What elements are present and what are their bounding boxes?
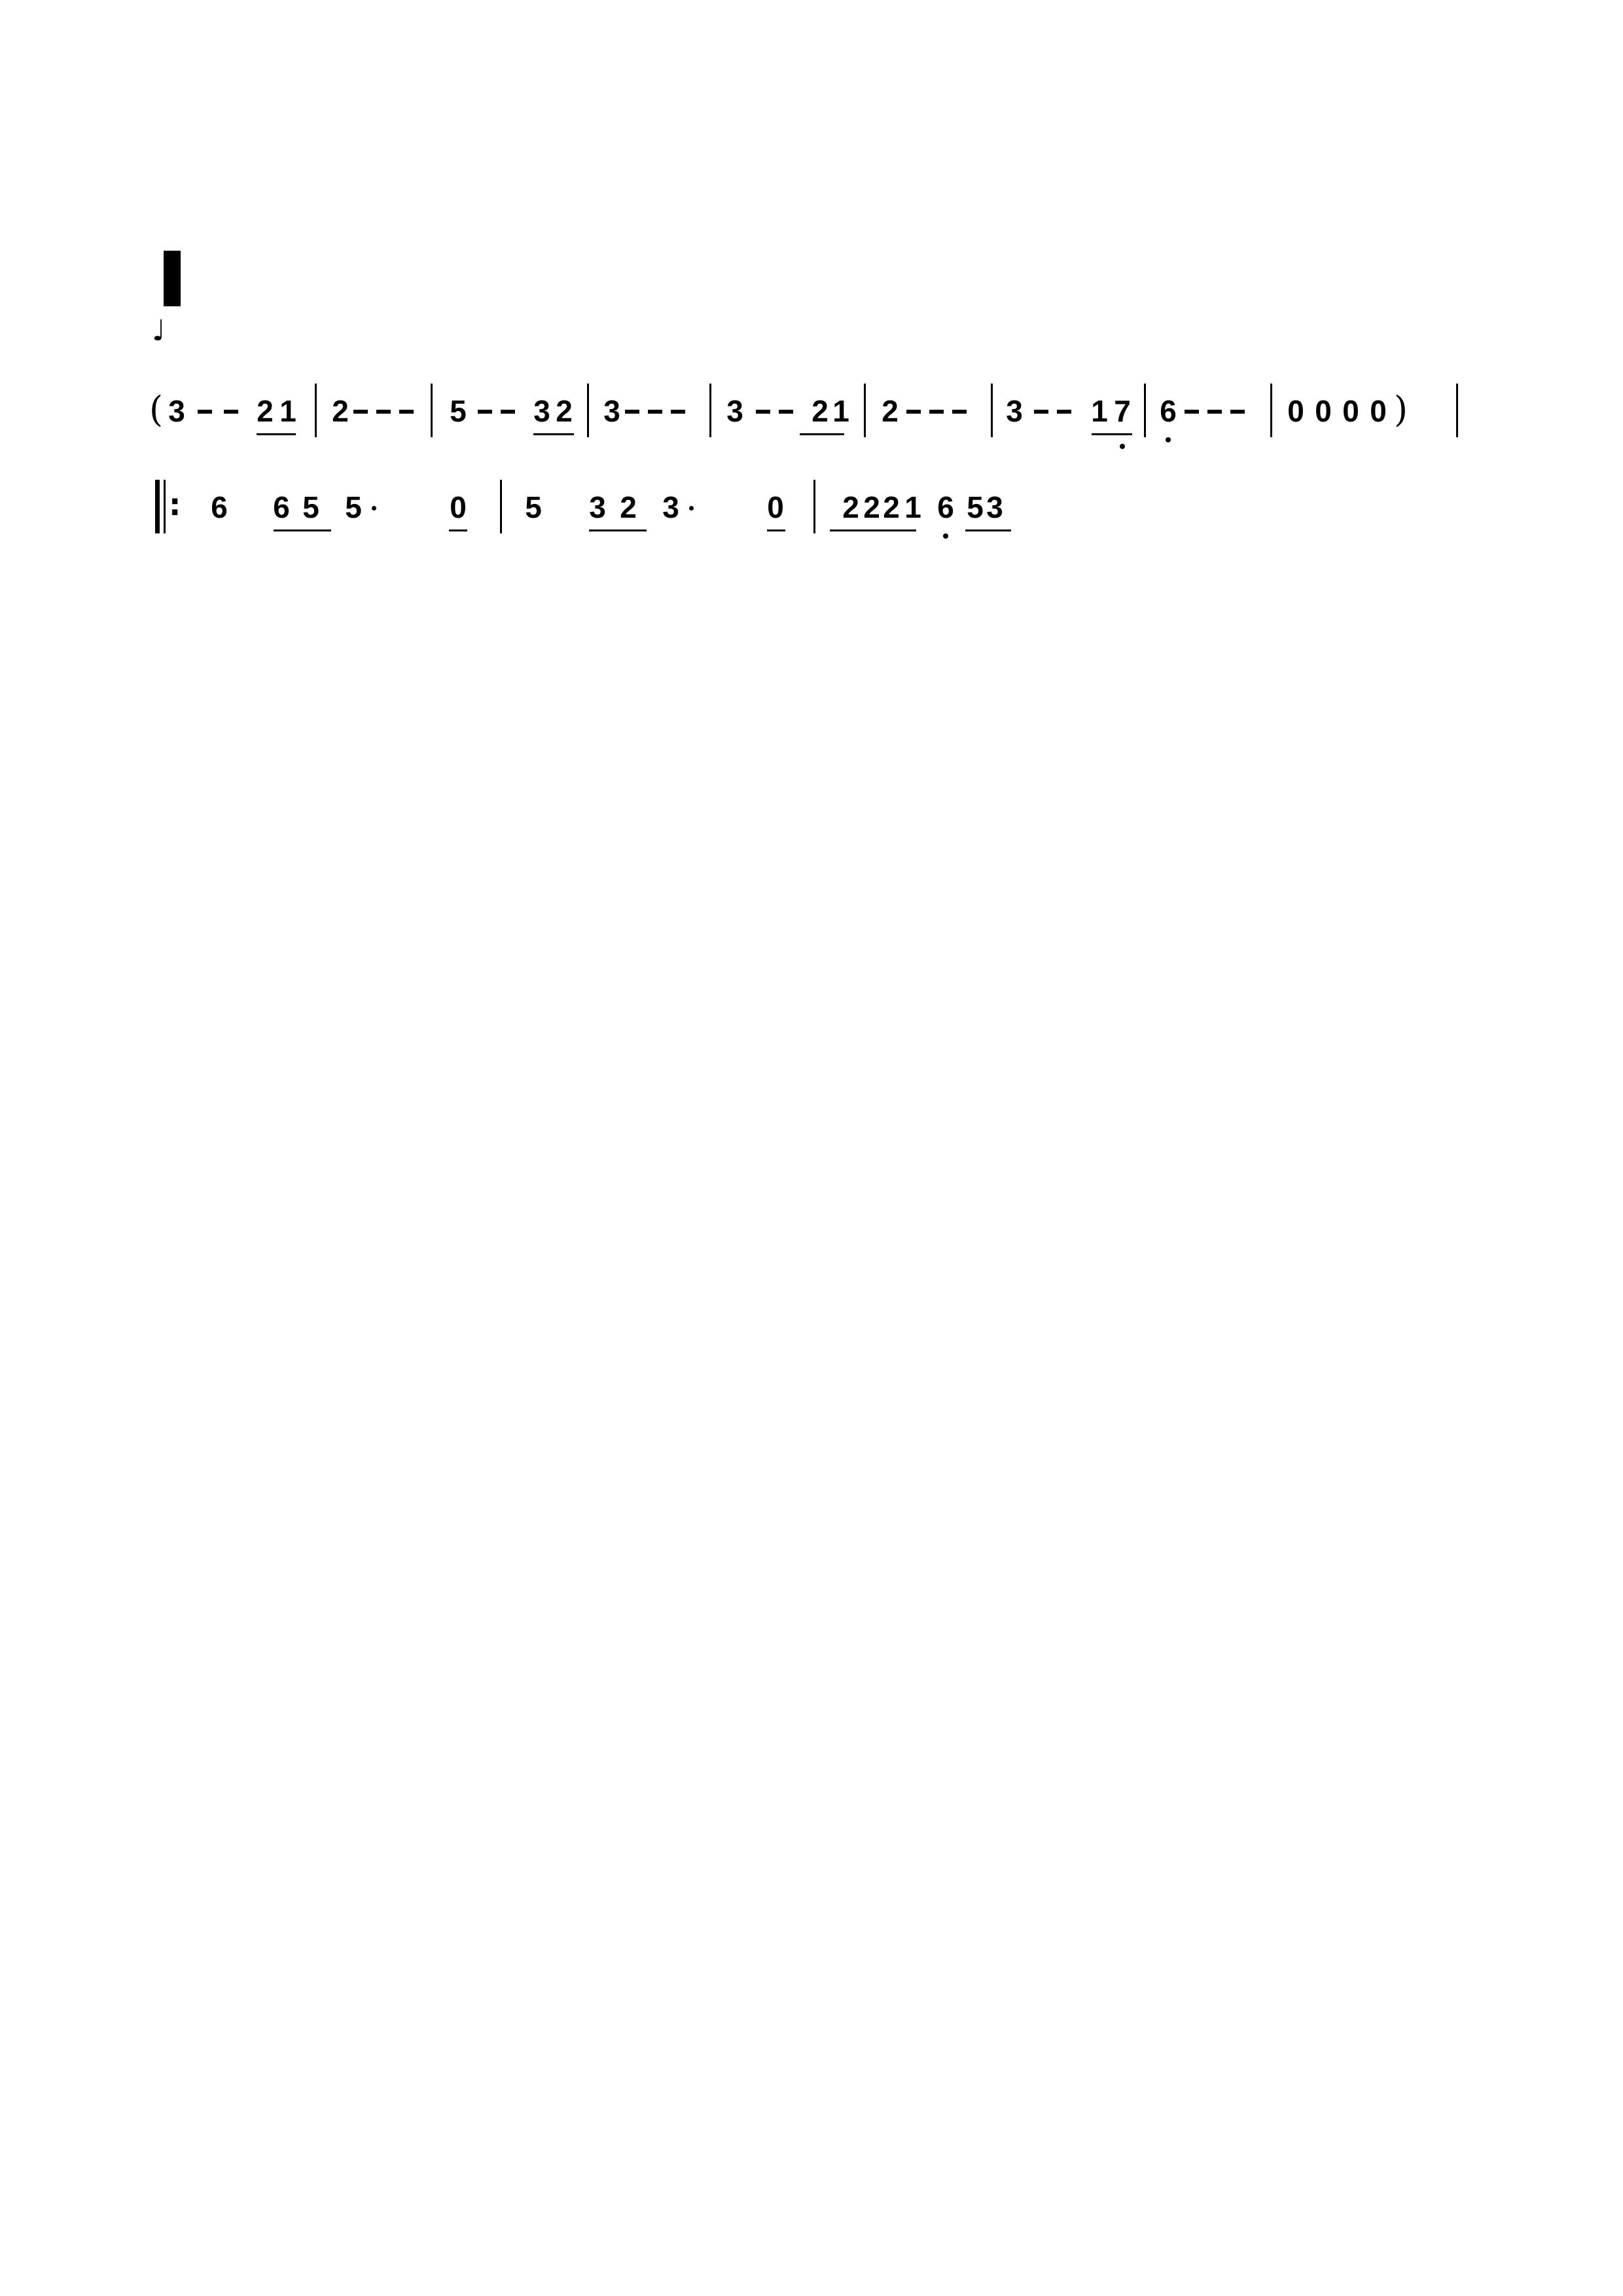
beam xyxy=(830,529,874,531)
dash xyxy=(1230,410,1245,414)
repeat-dots: : xyxy=(169,487,181,522)
note: 3 xyxy=(726,394,743,428)
note: 0 xyxy=(1370,394,1387,428)
beam xyxy=(533,433,574,435)
note: 1 xyxy=(279,394,296,428)
note: 6 xyxy=(933,488,959,527)
note: 1 xyxy=(904,490,921,524)
beam xyxy=(449,529,467,531)
note: 5 xyxy=(345,490,362,524)
dash xyxy=(399,410,414,414)
dash xyxy=(756,410,770,414)
note: 0 xyxy=(1342,394,1359,428)
note: 7 xyxy=(1109,391,1135,431)
note: 2 xyxy=(882,394,899,428)
barline xyxy=(991,384,993,437)
dash xyxy=(625,410,639,414)
dash xyxy=(1057,410,1071,414)
note: 2 xyxy=(842,490,859,524)
dash xyxy=(906,410,921,414)
dash xyxy=(952,410,967,414)
note: 2 xyxy=(863,490,880,524)
note: 2 xyxy=(332,394,349,428)
note: 1 xyxy=(832,394,849,428)
dash xyxy=(671,410,685,414)
note: 5 xyxy=(302,490,319,524)
note: 3 xyxy=(533,394,550,428)
augmentation-dot xyxy=(372,506,376,511)
repeat-start-barline xyxy=(155,480,166,533)
beam xyxy=(1092,433,1132,435)
beam xyxy=(257,433,296,435)
note: 6 xyxy=(1155,391,1181,431)
note: 0 xyxy=(450,490,467,524)
beam xyxy=(800,433,844,435)
beam xyxy=(767,529,785,531)
beam xyxy=(589,529,647,531)
dash xyxy=(1034,410,1048,414)
barline xyxy=(1144,384,1146,437)
barline xyxy=(1270,384,1272,437)
tempo-marking xyxy=(152,314,166,348)
dash xyxy=(478,410,492,414)
barline xyxy=(431,384,433,437)
intro-line xyxy=(0,391,1623,437)
note: 2 xyxy=(883,490,900,524)
paren-open: ( xyxy=(149,389,164,430)
note: 6 xyxy=(273,490,290,524)
paren-close: ) xyxy=(1394,389,1408,430)
key-signature xyxy=(157,259,164,294)
barline xyxy=(813,480,815,533)
note: 6 xyxy=(211,490,228,524)
dash xyxy=(501,410,515,414)
barline xyxy=(1456,384,1458,437)
barline xyxy=(587,384,589,437)
note: 2 xyxy=(620,490,637,524)
barline xyxy=(315,384,317,437)
note: 3 xyxy=(589,490,606,524)
beam xyxy=(869,529,916,531)
note: 2 xyxy=(257,394,274,428)
note: 3 xyxy=(662,490,679,524)
note: 0 xyxy=(1315,394,1332,428)
note: 0 xyxy=(767,490,784,524)
barline xyxy=(500,480,502,533)
note: 3 xyxy=(986,490,1003,524)
note: 5 xyxy=(450,394,467,428)
dash xyxy=(224,410,238,414)
dash xyxy=(1185,410,1199,414)
note: 2 xyxy=(812,394,829,428)
dash xyxy=(198,410,212,414)
augmentation-dot xyxy=(689,506,694,511)
quarter-note-icon: ♩ xyxy=(152,314,166,348)
note: 3 xyxy=(1006,394,1023,428)
note: 3 xyxy=(168,394,185,428)
verse-line-1 xyxy=(0,488,1623,533)
note: 5 xyxy=(967,490,984,524)
dash xyxy=(929,410,944,414)
dash xyxy=(353,410,368,414)
dash xyxy=(779,410,793,414)
note: 2 xyxy=(556,394,573,428)
dash xyxy=(1207,410,1222,414)
note: 5 xyxy=(525,490,542,524)
note: 3 xyxy=(603,394,620,428)
dash xyxy=(376,410,391,414)
note: 1 xyxy=(1091,394,1108,428)
barline xyxy=(709,384,711,437)
beam xyxy=(965,529,1011,531)
note: 0 xyxy=(1287,394,1304,428)
beam xyxy=(274,529,331,531)
dash xyxy=(648,410,662,414)
barline xyxy=(864,384,866,437)
